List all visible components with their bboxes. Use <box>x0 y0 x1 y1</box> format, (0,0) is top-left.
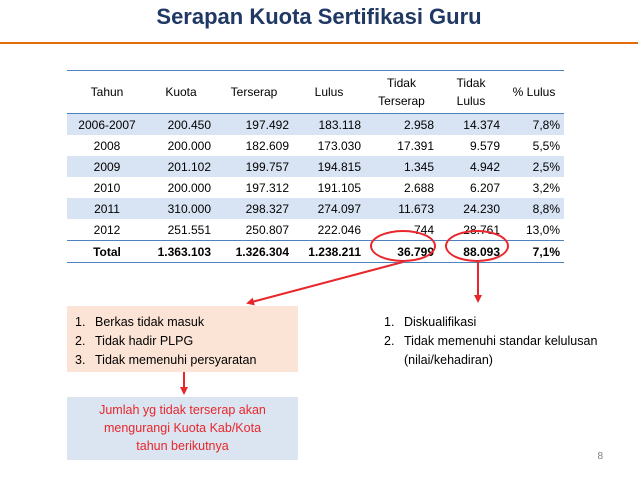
list-item <box>75 351 298 370</box>
cell-terserap: 197.312 <box>245 180 289 195</box>
cell-total-tidak-lulus: 88.093 <box>438 241 504 263</box>
cell-kuota: 200.450 <box>147 114 215 136</box>
list-text: Tidak memenuhi standar kelulusan (nilai/kehadiran) <box>404 334 598 367</box>
cell-persen-lulus: 5,5% <box>532 138 560 153</box>
cell-lulus: 183.118 <box>293 114 365 136</box>
cell-terserap: 298.327 <box>215 198 293 219</box>
cell-tidak-lulus: 28.761 <box>463 222 500 237</box>
cell-persen-lulus: 7,8% <box>504 114 564 136</box>
cell-terserap: 250.807 <box>245 222 289 237</box>
cell-tidak-terserap: 11.673 <box>365 198 438 219</box>
header-tidak-terserap: Tidak Terserap <box>365 71 438 114</box>
cell-persen-lulus: 8,8% <box>504 198 564 219</box>
header-tahun: Tahun <box>67 71 147 114</box>
cell-total-lulus: 1.238.211 <box>293 241 365 263</box>
cell-tidak-terserap: 2.688 <box>403 180 434 195</box>
list-item <box>75 313 298 332</box>
cell-persen-lulus: 13,0% <box>525 222 560 237</box>
cell-kuota: 200.000 <box>167 138 211 153</box>
cell-kuota: 201.102 <box>147 156 215 177</box>
cell-lulus: 222.046 <box>317 222 361 237</box>
cell-tidak-lulus: 6.207 <box>469 180 500 195</box>
cell-terserap: 197.492 <box>215 114 293 136</box>
arrow-to-left-reasons <box>248 262 403 303</box>
cell-persen-lulus: 2,5% <box>504 156 564 177</box>
note-line: Jumlah yg tidak terserap akan <box>99 403 266 417</box>
cell-year: 2006-2007 <box>67 114 147 136</box>
list-text: Diskualifikasi <box>404 315 477 329</box>
header-kuota: Kuota <box>147 71 215 114</box>
header-terserap: Terserap <box>215 71 293 114</box>
list-number: 3. <box>75 353 86 367</box>
cell-tidak-lulus: 4.942 <box>438 156 504 177</box>
right-reasons-list <box>384 313 624 370</box>
cell-persen-lulus: 3,2% <box>532 180 560 195</box>
cell-tidak-terserap: 17.391 <box>397 138 434 153</box>
slide-title: Serapan Kuota Sertifikasi Guru <box>156 4 482 29</box>
cell-tidak-lulus: 9.579 <box>469 138 500 153</box>
cell-lulus: 274.097 <box>293 198 365 219</box>
cell-terserap: 199.757 <box>215 156 293 177</box>
note-line: tahun berikutnya <box>136 439 229 453</box>
left-reasons-list <box>75 313 298 370</box>
list-number: 1. <box>384 315 395 329</box>
cell-year: 2011 <box>67 198 147 219</box>
cell-tidak-terserap: 1.345 <box>365 156 438 177</box>
cell-year: 2012 <box>93 222 121 237</box>
cell-kuota: 200.000 <box>167 180 211 195</box>
list-text: Tidak memenuhi persyaratan <box>95 353 257 367</box>
cell-tidak-terserap: 2.958 <box>365 114 438 136</box>
list-text: Berkas tidak masuk <box>95 315 205 329</box>
cell-total-label: Total <box>67 241 147 263</box>
cell-year: 2010 <box>93 180 121 195</box>
list-item <box>384 313 624 332</box>
list-item <box>384 332 624 370</box>
right-reasons <box>384 313 624 370</box>
page-number: 8 <box>597 451 603 462</box>
cell-year: 2009 <box>67 156 147 177</box>
list-number: 2. <box>384 334 395 348</box>
note-line: mengurangi Kuota Kab/Kota <box>103 421 262 435</box>
left-reasons-box <box>67 306 298 372</box>
list-text: Tidak hadir PLPG <box>95 334 194 348</box>
cell-tidak-terserap: 744 <box>413 222 434 237</box>
cell-total-terserap: 1.326.304 <box>215 241 293 263</box>
cell-year: 2008 <box>93 138 121 153</box>
cell-lulus: 194.815 <box>293 156 365 177</box>
cell-terserap: 182.609 <box>245 138 289 153</box>
header-persen-lulus: % Lulus <box>504 71 564 114</box>
cell-total-tidak-terserap: 36.799 <box>365 241 438 263</box>
cell-kuota: 251.551 <box>167 222 211 237</box>
cell-lulus: 173.030 <box>317 138 361 153</box>
cell-tidak-lulus: 14.374 <box>438 114 504 136</box>
cell-total-kuota: 1.363.103 <box>147 241 215 263</box>
header-tidak-lulus: Tidak Lulus <box>438 71 504 114</box>
cell-kuota: 310.000 <box>147 198 215 219</box>
header-lulus: Lulus <box>293 71 365 114</box>
list-item <box>75 332 298 351</box>
cell-tidak-lulus: 24.230 <box>438 198 504 219</box>
list-number: 2. <box>75 334 86 348</box>
list-number: 1. <box>75 315 86 329</box>
cell-total-persen-lulus: 7,1% <box>504 241 564 263</box>
cell-lulus: 191.105 <box>317 180 361 195</box>
note-box <box>67 397 298 460</box>
